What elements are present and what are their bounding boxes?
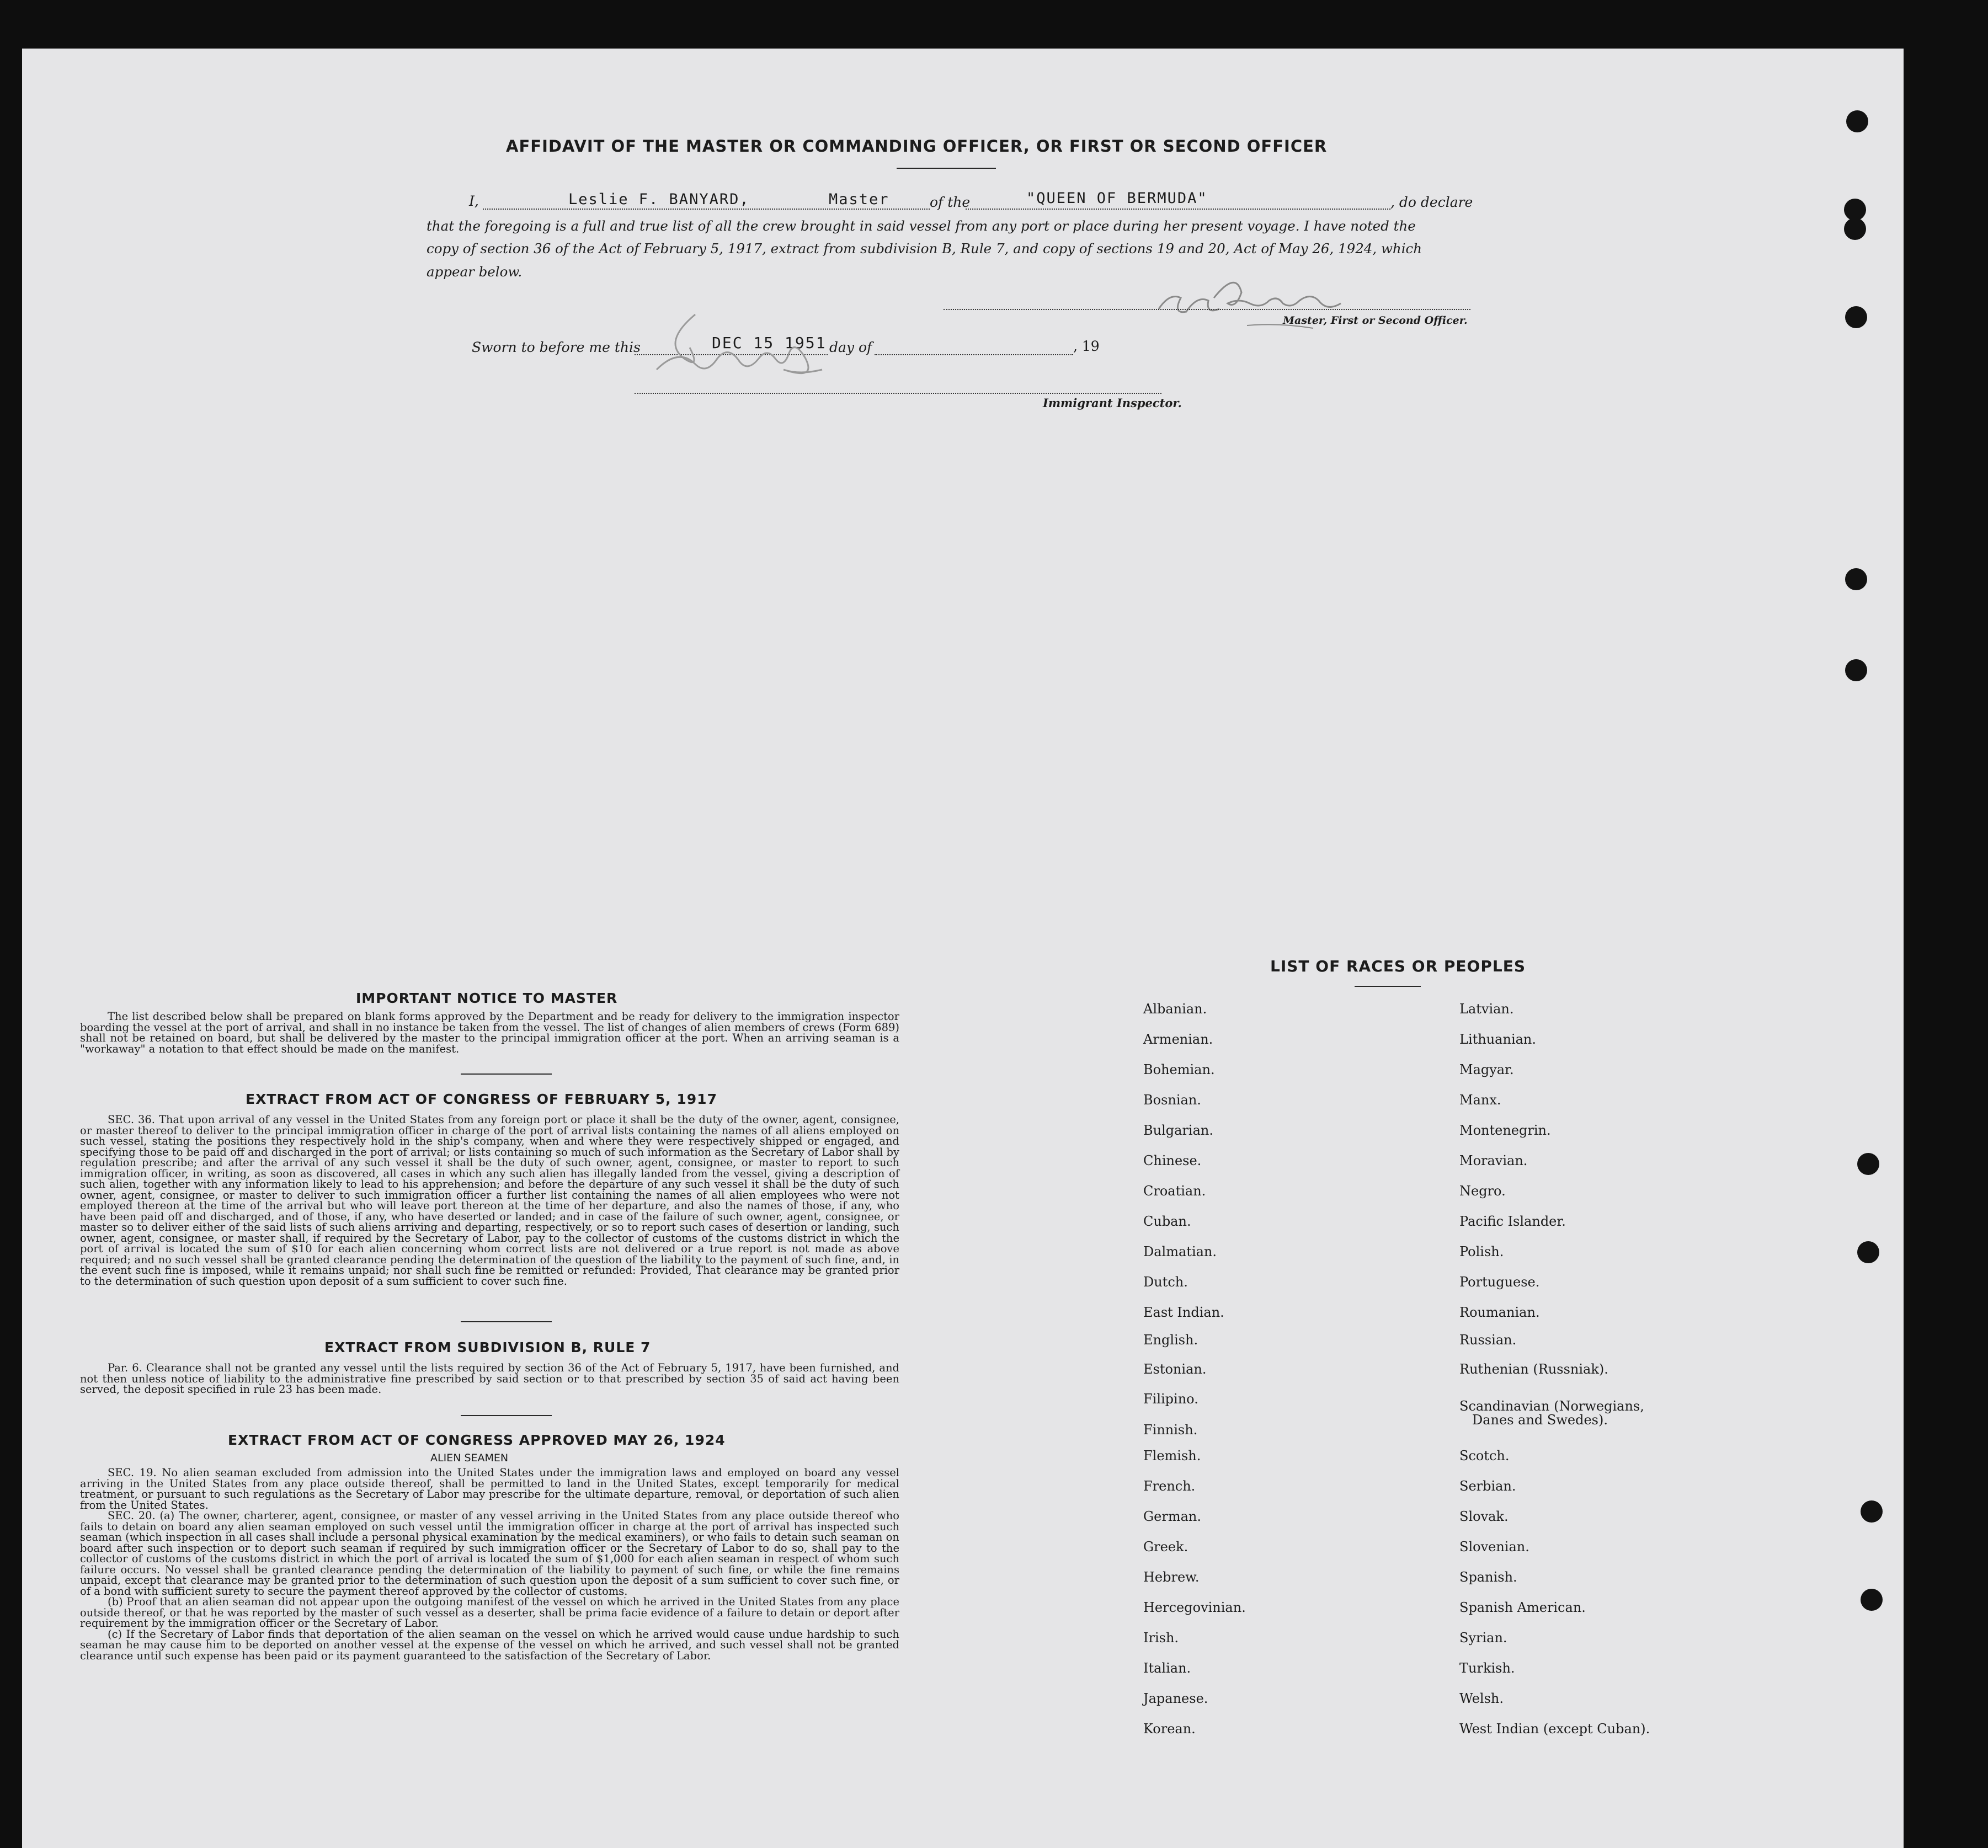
master-signature (1148, 276, 1379, 337)
race-item: Portuguese. (1459, 1274, 1540, 1290)
sworn-month-blank (875, 354, 1073, 355)
race-item: Moravian. (1459, 1153, 1528, 1168)
race-item: Spanish American. (1459, 1600, 1586, 1615)
binder-hole (1861, 1589, 1883, 1611)
race-item: Scandinavian (Norwegians, (1459, 1398, 1644, 1414)
race-item: French. (1143, 1478, 1196, 1494)
race-item: Filipino. (1143, 1391, 1198, 1407)
race-item: Lithuanian. (1459, 1032, 1537, 1047)
race-item: English. (1143, 1332, 1198, 1348)
race-item: Dalmatian. (1143, 1244, 1217, 1259)
section-divider (461, 1415, 552, 1416)
race-item: Hercegovinian. (1143, 1600, 1246, 1615)
sec20b-paragraph: (b) Proof that an alien seaman did not appear upon the outgoing manifest of the vessel on which he arrived in the United States from any place outside thereof, or that he was reported by the master of such vessel as a deserter, shall be prima facie evidence of a failure to detain or deport after requirement by the immigration officer or the Secretary of Labor. (80, 1595, 899, 1630)
vessel-name: "QUEEN OF BERMUDA" (1026, 190, 1208, 207)
sec19-paragraph: SEC. 19. No alien seaman excluded from admission into the United States under the immigration laws and employed on board any vessel arriving in the United States from any place outside thereof, shall be permitted to land in the United States, except temporarily for medical treatment, or pursuant to such regulations as the Secretary of Labor may prescribe for the ultimate departure, removal, or deportation of such alien from the United States. (80, 1466, 899, 1511)
binder-hole (1845, 568, 1867, 590)
race-item: East Indian. (1143, 1305, 1224, 1320)
race-item: Croatian. (1143, 1183, 1206, 1199)
sec20c-paragraph: (c) If the Secretary of Labor finds that deportation of the alien seaman on the vessel on which he arrived would cause undue hardship to such seaman he may cause him to be deported on another vessel at the expense of the vessel on which he arrived, and such vessel shall not be granted clearance until such expense has been paid or its payment guaranteed to the satisfaction of the Secretary of Labor. (80, 1627, 899, 1662)
section-divider (461, 1321, 552, 1322)
race-item: Finnish. (1143, 1422, 1198, 1438)
race-item: Russian. (1459, 1332, 1517, 1348)
race-item: Magyar. (1459, 1062, 1514, 1077)
master-rank: Master (829, 191, 889, 208)
rule7-paragraph: Par. 6. Clearance shall not be granted any vessel until the lists required by section 36 of the Act of February 5, 1917, have been furnished, and not then unless notice of liability to the administrative fine prescribed by said section or to that prescribed by section 35 of said act having been served, the deposit specified in rule 23 has been made. (80, 1361, 899, 1396)
master-name: Leslie F. BANYARD, (568, 191, 750, 208)
sworn-label: Sworn to before me this (472, 339, 641, 355)
inspector-caption: Immigrant Inspector. (1043, 396, 1182, 410)
affidavit-line-2: that the foregoing is a full and true list of all the crew brought in said vessel from any port or place during her present voyage. I have noted the (427, 218, 1416, 234)
race-item: Bohemian. (1143, 1062, 1215, 1077)
extract-1917-title: EXTRACT FROM ACT OF CONGRESS OF FEBRUARY 5, 1917 (246, 1091, 717, 1107)
binder-hole (1844, 218, 1866, 240)
inspector-signature (635, 298, 866, 419)
affidavit-title: AFFIDAVIT OF THE MASTER OR COMMANDING OFFICER, OR FIRST OR SECOND OFFICER (506, 137, 1328, 156)
race-item: Korean. (1143, 1721, 1196, 1737)
inspector-line (635, 393, 1161, 394)
race-item: Hebrew. (1143, 1569, 1200, 1585)
race-item: West Indian (except Cuban). (1459, 1721, 1650, 1737)
sec36-paragraph: SEC. 36. That upon arrival of any vessel in the United States from any foreign port or place it shall be the duty of the owner, agent, consignee, or master thereof to deliver to the principal immigration officer in charge of the port of arrival lists containing the names of all aliens employed on such vessel, stating the positions they respectively hold in the ship's company, when and where they were respectively shipped or engaged, and specifying those to be paid off and discharged in the port of arrival; or lists containing so much of such information as the Secretary of Labor shall by regulation prescribe; and after the arrival of any such vessel it shall be the duty of such owner, agent, consignee, or master to report to such immigration officer, in writing, as soon as discovered, all cases in which any such alien has illegally landed from the vessel, giving a description of such alien, together with any information likely to lead to his apprehension; and before the departure of any such vessel it shall be the duty of such owner, agent, consignee, or master to deliver to such immigration officer a further list containing the names of all alien employees who were not employed thereon at the time of the arrival but who will leave port thereon at the time of her departure, and also the names of those, if any, who have been paid off and discharged, and of those, if any, who have deserted or landed; and in case of the failure of such owner, agent, consignee, or master so to deliver either of the said lists of such aliens arriving and departing, respectively, or so to report such cases of desertion or landing, such owner, agent, consignee, or master shall, if required by the Secretary of Labor, pay to the collector of customs of the customs district in which the port of arrival is located the sum of $10 for each alien concerning whom correct lists are not delivered or a true report is not made as above required; and no such vessel shall be granted clearance pending the determination of the question of the liability to the payment of such fine, and, in the event such fine is imposed, while it remains unpaid; nor shall such fine be remitted or refunded: Provided, That clearance may be granted prior to the determination of such question upon deposit of a sum sufficient to cover such fine. (80, 1113, 899, 1288)
title-underline (897, 168, 996, 169)
race-item: Irish. (1143, 1630, 1179, 1646)
binder-hole (1861, 1500, 1883, 1523)
extract-1924-text (80, 1467, 899, 1661)
binder-hole (1857, 1241, 1879, 1263)
binder-hole (1846, 110, 1868, 132)
race-item: Roumanian. (1459, 1305, 1540, 1320)
race-item: Scotch. (1459, 1448, 1510, 1464)
race-item: Welsh. (1459, 1691, 1504, 1706)
day-of-label: day of (829, 339, 872, 355)
race-item: Montenegrin. (1459, 1123, 1551, 1138)
sec20a-paragraph: SEC. 20. (a) The owner, charterer, agent, consignee, or master of any vessel arriving in the United States from any place outside thereof who fails to detain on board any alien seaman employed on such vessel until the immigration officer in charge at the port of arrival has inspected such seaman (which inspection in all cases shall include a personal physical examination by the medical examiners), or who fails to detain such seaman on board after such inspection or to deport such seaman if required by such immigration officer or the Secretary of Labor to do so, shall pay to the collector of customs of the customs district in which the port of arrival is located the sum of $1,000 for each alien seaman in respect of whom such failure occurs. No vessel shall be granted clearance pending the determination of the liability to payment of such fine, or while the fine remains unpaid, except that clearance may be granted prior to the determination of such question upon the deposit of a sum sufficient to cover such fine, or of a bond with sufficient surety to secure the payment thereof approved by the collector of customs. (80, 1509, 899, 1598)
affidavit-line-3: copy of section 36 of the Act of February 5, 1917, extract from subdivision B, Rule 7, and copy of sections 19 and 20, Act of May 26, 1924, which (427, 241, 1422, 257)
race-item: Negro. (1459, 1183, 1506, 1199)
section-divider (461, 1073, 552, 1075)
signature-line (944, 309, 1470, 310)
race-item: Turkish. (1459, 1660, 1515, 1676)
race-item: Flemish. (1143, 1448, 1201, 1464)
race-item: Bosnian. (1143, 1092, 1201, 1108)
of-the-label: of the (930, 194, 971, 210)
i-label: I, (469, 193, 479, 209)
extract-1917-text (80, 1114, 899, 1286)
race-item: Manx. (1459, 1092, 1501, 1108)
name-blank (483, 209, 930, 210)
extract-rule7-title: EXTRACT FROM SUBDIVISION B, RULE 7 (324, 1339, 651, 1355)
race-item: Danes and Swedes). (1472, 1412, 1608, 1428)
binder-hole (1845, 306, 1867, 328)
races-title: LIST OF RACES OR PEOPLES (1270, 957, 1526, 975)
race-item: Italian. (1143, 1660, 1191, 1676)
extract-rule7-text (80, 1363, 899, 1395)
notice-paragraph: The list described below shall be prepared on blank forms approved by the Department and be ready for delivery to the immigration inspector boarding the vessel at the port of arrival, and shall in no instance be taken from the vessel. The list of changes of alien members of crews (Form 689) shall not be retained on board, but shall be delivered by the master to the principal immigration officer at the port. When an arriving seaman is a "workaway" a notation to that effect should be made on the manifest. (80, 1010, 899, 1055)
affidavit-line-4: appear below. (427, 264, 523, 280)
race-item: Armenian. (1143, 1032, 1213, 1047)
signature-caption: Master, First or Second Officer. (1283, 314, 1468, 327)
binder-hole (1844, 199, 1866, 221)
race-item: Serbian. (1459, 1478, 1516, 1494)
race-item: Cuban. (1143, 1214, 1191, 1229)
race-item: Latvian. (1459, 1001, 1514, 1017)
race-item: Albanian. (1143, 1001, 1207, 1017)
race-item: Dutch. (1143, 1274, 1188, 1290)
race-item: Syrian. (1459, 1630, 1507, 1646)
vessel-blank (966, 209, 1390, 210)
race-item: Greek. (1143, 1539, 1188, 1555)
year-label: , 19 (1073, 338, 1100, 354)
race-item: Slovenian. (1459, 1539, 1529, 1555)
race-item: Spanish. (1459, 1569, 1517, 1585)
race-item: Polish. (1459, 1244, 1504, 1259)
race-item: Slovak. (1459, 1509, 1509, 1524)
do-declare-label: , do declare (1390, 194, 1473, 210)
race-item: Japanese. (1143, 1691, 1208, 1706)
binder-hole (1857, 1153, 1879, 1175)
race-item: Ruthenian (Russniak). (1459, 1361, 1608, 1377)
extract-1924-title: EXTRACT FROM ACT OF CONGRESS APPROVED MAY 26, 1924 (228, 1432, 726, 1448)
alien-seamen-subtitle: ALIEN SEAMEN (430, 1452, 509, 1464)
notice-title: IMPORTANT NOTICE TO MASTER (356, 990, 618, 1006)
race-item: Estonian. (1143, 1361, 1207, 1377)
race-item: Chinese. (1143, 1153, 1202, 1168)
notice-text (80, 1011, 899, 1054)
binder-hole (1845, 659, 1867, 681)
race-item: German. (1143, 1509, 1201, 1524)
race-item: Bulgarian. (1143, 1123, 1213, 1138)
race-item: Pacific Islander. (1459, 1214, 1566, 1229)
sworn-date-stamp: DEC 15 1951 (712, 334, 827, 352)
races-title-underline (1355, 986, 1421, 987)
